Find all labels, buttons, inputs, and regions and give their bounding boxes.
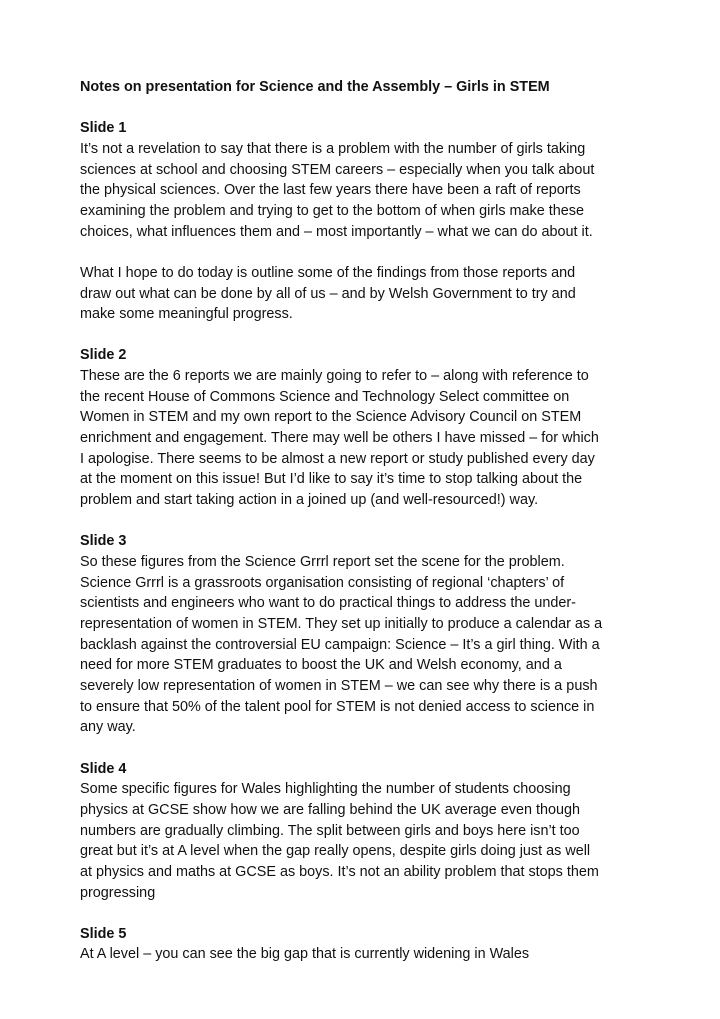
- text-line: What I hope to do today is outline some of the findings from those reports and: [80, 264, 576, 281]
- slide-section: [80, 345, 650, 510]
- slide-heading: Slide 3: [80, 533, 127, 550]
- text-line: physics at GCSE show how we are falling behind the UK average even though: [80, 801, 580, 818]
- text-line: to ensure that 50% of the talent pool for STEM is not denied access to science in: [80, 698, 595, 715]
- text-line: any way.: [80, 719, 136, 736]
- slide-section: [80, 118, 650, 325]
- text-line: at physics and maths at GCSE as boys. It’s not an ability problem that stops them: [80, 863, 599, 880]
- paragraph: [80, 366, 650, 511]
- text-line: draw out what can be done by all of us – and by Welsh Government to try and: [80, 285, 576, 302]
- slide-section: [80, 531, 650, 738]
- text-line: enrichment and engagement. There may well be others I have missed – for which: [80, 430, 599, 447]
- text-line: at the moment on this issue! But I’d like to say it’s time to stop talking about the: [80, 471, 583, 488]
- text-line: problem and start taking action in a joined up (and well-resourced!) way.: [80, 492, 539, 509]
- text-line: I apologise. There seems to be almost a new report or study published every day: [80, 450, 595, 467]
- slide-heading: Slide 2: [80, 347, 127, 364]
- slide-section: [80, 924, 650, 965]
- text-line: Women in STEM and my own report to the Science Advisory Council on STEM: [80, 409, 582, 426]
- text-line: It’s not a revelation to say that there is a problem with the number of girls taking: [80, 140, 586, 157]
- text-line: sciences at school and choosing STEM careers – especially when you talk about: [80, 161, 595, 178]
- text-line: examining the problem and trying to get to the bottom of when girls make these: [80, 202, 584, 219]
- slide-section: [80, 759, 650, 904]
- text-line: At A level – you can see the big gap that is currently widening in Wales: [80, 946, 530, 963]
- paragraph: [80, 263, 650, 325]
- text-line: the physical sciences. Over the last few years there have been a raft of reports: [80, 182, 581, 199]
- document-title: Notes on presentation for Science and the Assembly – Girls in STEM: [80, 79, 550, 95]
- text-line: make some meaningful progress.: [80, 306, 293, 323]
- text-line: great but it’s at A level when the gap really opens, despite girls doing just as well: [80, 843, 591, 860]
- text-line: So these figures from the Science Grrrl report set the scene for the problem.: [80, 554, 565, 571]
- text-line: These are the 6 reports we are mainly going to refer to – along with reference to: [80, 368, 589, 385]
- paragraph: [80, 139, 650, 242]
- slide-heading: Slide 1: [80, 120, 127, 137]
- text-line: progressing: [80, 884, 156, 901]
- paragraph: [80, 944, 650, 965]
- document-body: [80, 77, 650, 965]
- slide-heading: Slide 4: [80, 760, 127, 777]
- text-line: Science Grrrl is a grassroots organisation consisting of regional ‘chapters’ of: [80, 574, 565, 591]
- text-line: numbers are gradually climbing. The split between girls and boys here isn’t too: [80, 822, 580, 839]
- text-line: need for more STEM graduates to boost the UK and Welsh economy, and a: [80, 657, 562, 674]
- paragraph: [80, 779, 650, 903]
- text-line: Some specific figures for Wales highlighting the number of students choosing: [80, 781, 571, 798]
- text-line: choices, what influences them and – most importantly – what we can do about it.: [80, 223, 593, 240]
- paragraph: [80, 552, 650, 738]
- text-line: the recent House of Commons Science and Technology Select committee on: [80, 388, 570, 405]
- text-line: backlash against the controversial EU campaign: Science – It’s a girl thing. With a: [80, 636, 600, 653]
- text-line: scientists and engineers who want to do practical things to address the under-: [80, 595, 576, 612]
- text-line: representation of women in STEM. They set up initially to produce a calendar as a: [80, 616, 603, 632]
- slide-heading: Slide 5: [80, 925, 127, 942]
- text-line: severely low representation of women in STEM – we can see why there is a push: [80, 677, 598, 694]
